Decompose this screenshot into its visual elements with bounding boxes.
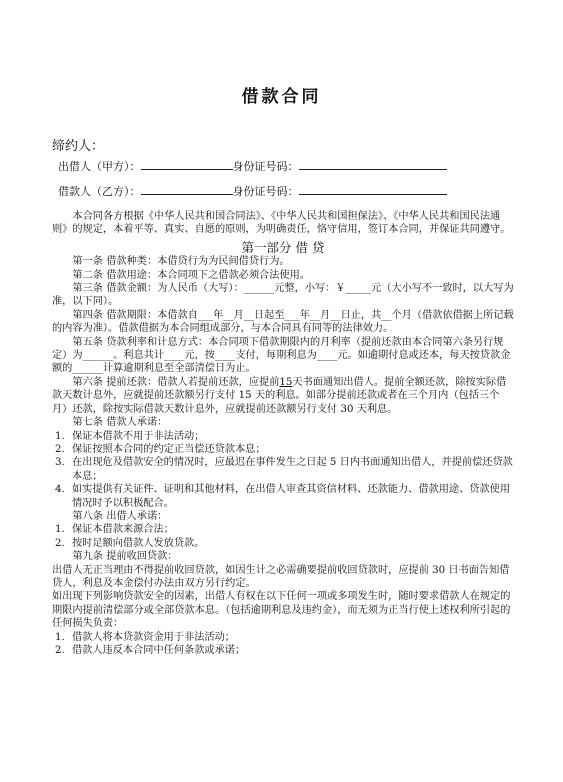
contract-body bbox=[52, 210, 514, 657]
list-item: 4. 如实提供有关证件、证明和其他材料，在出借人审查其资信材料、还款能力、借款用途、贷款使用情况时予以积极配合。 bbox=[55, 484, 511, 509]
list-item-text: 借款人违反本合同中任何条款或承诺； bbox=[72, 645, 246, 656]
list-item: 1. 保证本借款不用于非法活动； bbox=[55, 430, 205, 442]
article-9-list bbox=[52, 631, 514, 658]
article-7-list bbox=[52, 430, 514, 510]
article-9-title: 第九条 提前收回贷款： bbox=[72, 551, 178, 563]
borrower-label: 借款人（乙方）： bbox=[58, 185, 141, 198]
borrower-line bbox=[58, 183, 447, 199]
parties-heading: 缔约人： bbox=[52, 139, 105, 154]
section-title: 第一部分 借 贷 bbox=[241, 239, 325, 255]
article-6-text-a: 第六条 提前还款：借款人若提前还款，应提前 bbox=[72, 376, 280, 388]
lender-name-blank[interactable] bbox=[141, 158, 233, 170]
list-item: 2. 借款人违反本合同中任何条款或承诺； bbox=[55, 645, 246, 656]
lender-id-label: 身份证号码： bbox=[232, 160, 299, 173]
article-9-paragraph-1: 出借人无正当理由不得提前收回贷款，如因生计之必需确要提前收回贷款时，应提前 30 日书面告知借贷人，利息及本金偿付办法由双方另行约定。 bbox=[52, 564, 510, 589]
list-item-text: 在出现危及借款安全的情况时，应最迟在事件发生之日起 5 日内书面通知出借人，并提前偿还贷款本息； bbox=[72, 457, 513, 482]
list-item: 3. 在出现危及借款安全的情况时，应最迟在事件发生之日起 5 日内书面通知出借人，并提前偿还贷款本息； bbox=[55, 457, 513, 482]
document-title: 借款合同 bbox=[241, 87, 322, 107]
list-item-text: 保证本借款来源合法； bbox=[72, 524, 174, 536]
list-item: 2. 保证按照本合同的约定正当偿还贷款本息； bbox=[55, 443, 266, 455]
list-item: 1. 借款人将本贷款资金用于非法活动； bbox=[55, 631, 235, 643]
article-4: 第四条 借款期限：本借款自___年__月__日起至___年__月__日止，共__个月（借款依借据上所记载的内容为准）。借款借据为本合同组成部分，与本合同具有同等的法律效力。 bbox=[52, 309, 514, 335]
notice-days: 15 bbox=[279, 376, 293, 388]
lender-label: 出借人（甲方）： bbox=[58, 160, 141, 173]
borrower-name-blank[interactable] bbox=[141, 183, 233, 195]
article-8-title: 第八条 出借人承诺： bbox=[72, 510, 168, 522]
lender-line bbox=[58, 158, 447, 174]
list-item-text: 保证本借款不用于非法活动； bbox=[72, 430, 205, 442]
article-5: 第五条 贷款利率和计息方式：本合同项下借款期限内的月利率（提前还款由本合同第六条另行规定）为______。利息共计____元，按____支付，每期利息为____元。如逾期付息或还本，每天按贷款金额的______计算逾期利息至全部清偿日为止。 bbox=[52, 336, 511, 375]
preamble: 本合同各方根据《中华人民共和国合同法》、《中华人民共和国担保法》、《中华人民共和国民法通则》的规定，本着平等、真实、自愿的原则，为明确责任，恪守信用，签订本合同，并保证共同遵守。 bbox=[52, 211, 511, 236]
list-item: 2. 按时足额向借款人发放贷款。 bbox=[55, 537, 205, 549]
article-7-title: 第七条 借款人承诺： bbox=[72, 417, 168, 429]
article-3: 第三条 借款金额：为人民币（大写）：______元整，小写：￥_____元（大小写不一致时，以大写为准，以下同）。 bbox=[52, 283, 514, 308]
lender-id-blank[interactable] bbox=[299, 158, 447, 170]
list-item: 1. 保证本借款来源合法； bbox=[55, 524, 174, 536]
list-item-text: 借款人将本贷款资金用于非法活动； bbox=[72, 631, 235, 643]
borrower-id-blank[interactable] bbox=[299, 183, 447, 195]
list-item-text: 如实提供有关证件、证明和其他材料，在出借人审查其资信材料、还款能力、借款用途、贷款使用情况时予以积极配合。 bbox=[72, 484, 511, 509]
article-6-text-b: 天书面通知出借人。提前全额还款，除按实际借款天数计息外，应就提前还款额另行支付 15 天的利息。如部分提前还款或者在三个月内（包括三个月）还款，除按实际借款天数计息外，应就提前还款额另行支付 30 天利息。 bbox=[52, 376, 507, 415]
article-2: 第二条 借款用途：本合同项下之借款必须合法使用。 bbox=[72, 269, 310, 281]
borrower-id-label: 身份证号码： bbox=[232, 185, 299, 198]
list-item-text: 保证按照本合同的约定正当偿还贷款本息； bbox=[72, 443, 266, 455]
article-8-list bbox=[52, 523, 514, 550]
list-item-text: 按时足额向借款人发放贷款。 bbox=[72, 537, 205, 549]
article-9-paragraph-2: 如出现下列影响贷款安全的因素，出借人有权在以下任何一项或多项发生时，随时要求借款人在规定的期限内提前清偿部分或全部贷款本息。（包括逾期利息及违约金），而无须为正当行使上述权利所引起的任何损失负责： bbox=[52, 591, 511, 630]
article-1: 第一条 借款种类：本借贷行为为民间借贷行为。 bbox=[72, 256, 290, 268]
article-6 bbox=[52, 376, 514, 416]
